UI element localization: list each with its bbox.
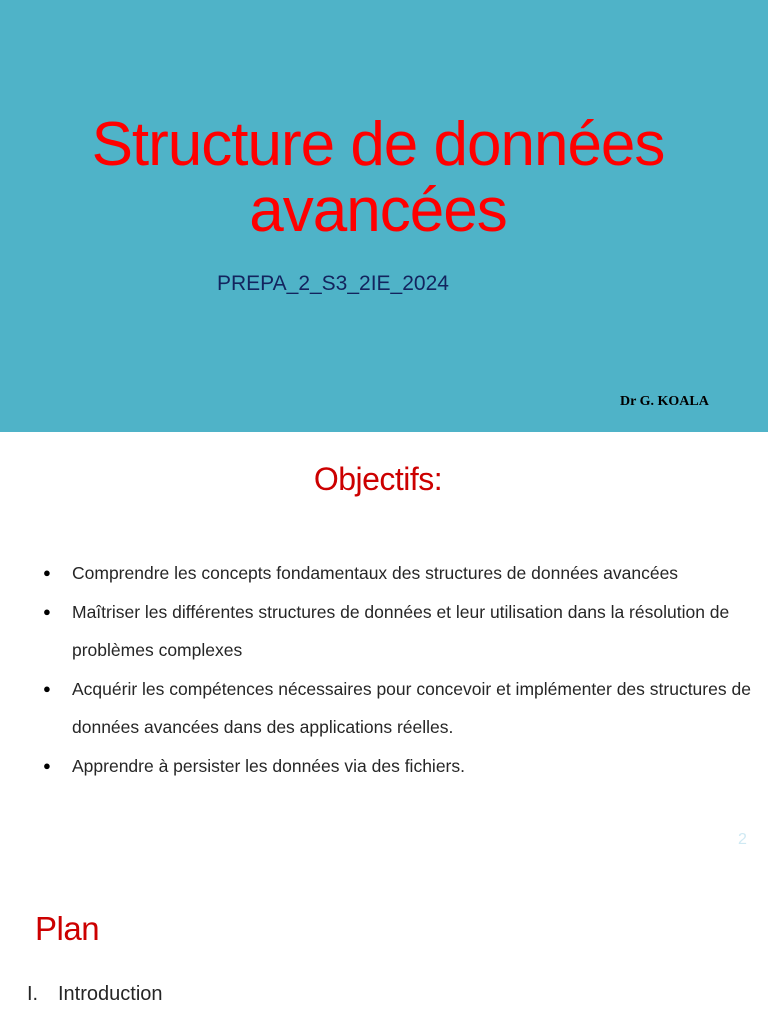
bullet-icon: ●: [43, 603, 51, 619]
objective-item: [0, 593, 768, 670]
main-title-line-1: Structure de données: [91, 110, 665, 179]
objective-item: [0, 554, 768, 593]
plan-slide: [0, 864, 768, 1024]
objectives-slide: [0, 432, 768, 864]
author-name: Dr G. KOALA: [620, 394, 709, 409]
bullet-icon: ●: [43, 680, 51, 696]
objective-text: Apprendre à persister les données via des fichiers.: [72, 755, 465, 776]
objectives-heading: Objectifs:: [313, 461, 443, 497]
main-title-line-2: avancées: [249, 176, 507, 245]
objective-text: Maîtriser les différentes structures de données et leur utilisation dans la résolution de problèmes complexes: [72, 601, 730, 660]
plan-item-label: Introduction: [58, 983, 163, 1005]
objective-text: Acquérir les compétences nécessaires pour concevoir et implémenter des structures de données avancées dans des applications réelles.: [72, 678, 751, 737]
title-slide: [0, 0, 768, 432]
course-code: PREPA_2_S3_2IE_2024: [217, 272, 449, 295]
bullet-icon: ●: [43, 565, 51, 580]
objective-item: [0, 747, 768, 786]
plan-heading: Plan: [35, 910, 100, 947]
plan-item-number: I.: [27, 983, 39, 1005]
main-title: [0, 112, 756, 244]
objectives-list: [0, 554, 768, 785]
slide-number: 2: [738, 831, 747, 848]
bullet-icon: ●: [43, 757, 51, 773]
objective-text: Comprendre les concepts fondamentaux des structures de données avancées: [72, 563, 679, 583]
plan-item: [27, 980, 163, 1008]
objective-item: [0, 670, 768, 747]
